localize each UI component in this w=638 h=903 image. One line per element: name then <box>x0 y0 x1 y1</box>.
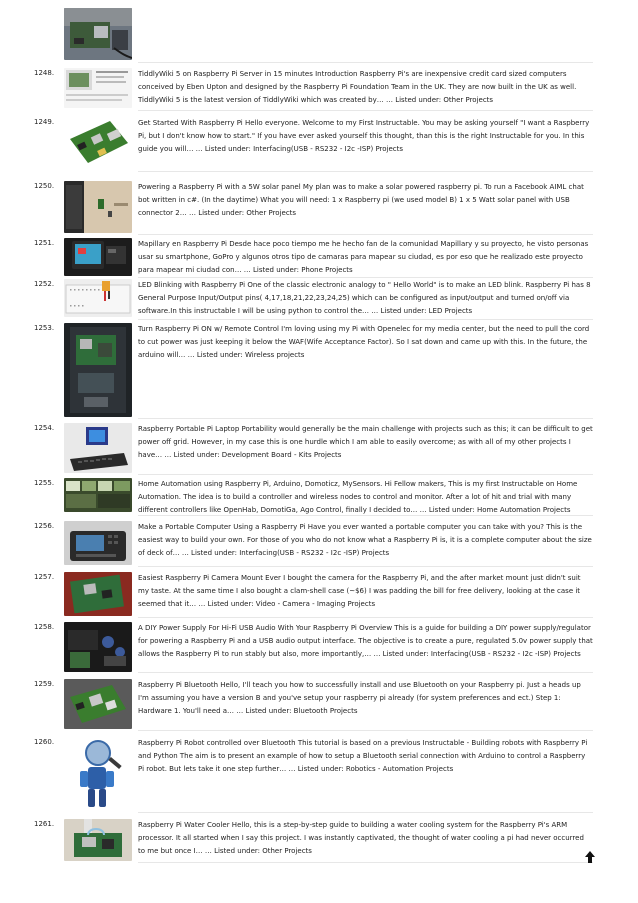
item-number: 1249. <box>34 118 55 126</box>
item-description[interactable]: Home Automation using Raspberry Pi, Arduino, Domoticz, MySensors. Hi Fellow makers, This is my first Instructable on Home Automation. The idea is to build a controller and wireless nodes to control and monitor. After a lot of hit and trial with many different controllers like OpenHab, DomotiGa, Ago Control, finally I decided to… … Listed under: Home Automation Projects <box>138 480 578 515</box>
project-thumbnail[interactable] <box>64 238 132 276</box>
item-description[interactable]: Powering a Raspberry Pi with a 5W solar panel My plan was to make a solar powered raspberry pi. To run a Facebook AIML chat bot written in c#. (In the daytime) What you will need: 1 x Raspberry pi (we used model B) 1 x 5 Watt solar panel with USB connector 2… … Listed under: Other Projects <box>138 183 584 218</box>
item-description[interactable]: Easiest Raspberry Pi Camera Mount Ever I bought the camera for the Raspberry Pi, and the after market mount just didn't suit my taste. At the same time I also bought a clam-shell case (~$6) I was padding the bill for free delivery, looking at the case it seemed that it… … Listed under: Video - Camera - Imaging Projects <box>138 574 581 609</box>
item-number: 1257. <box>34 573 55 581</box>
project-thumbnail[interactable] <box>64 679 132 729</box>
project-thumbnail[interactable] <box>64 181 132 233</box>
project-thumbnail[interactable] <box>64 8 132 60</box>
item-number: 1254. <box>34 424 55 432</box>
item-description[interactable]: Raspberry Pi Robot controlled over Bluetooth This tutorial is based on a previous Instructable - Building robots with Raspberry Pi and Python The aim is to present an example of how to setup a Bluetooth serial connection with Arduino to control a Raspberry Pi robot. But lets take it one step further… … Listed under: Robotics - Automation Projects <box>138 739 588 774</box>
item-description[interactable]: Make a Portable Computer Using a Raspberry Pi Have you ever wanted a portable computer you can take with you? This is the easiest way to build your own. For those of you who do not know what a Raspberry Pi is, it is a complete computer about the size of deck of… … Listed under: Interfacing(USB - RS232 - I2c -ISP) Projects <box>138 523 592 558</box>
project-thumbnail[interactable] <box>64 323 132 417</box>
item-description[interactable]: Raspberry Pi Water Cooler Hello, this is a step-by-step guide to building a water cooling system for the Raspberry Pi's ARM processor. It all started when I say this project. I was instantly captivated, the thought of water cooling a pi had never occurred to me but once I… … Listed under: Other Projects <box>138 821 584 856</box>
item-number: 1256. <box>34 522 55 530</box>
item-number: 1248. <box>34 69 55 77</box>
item-number: 1252. <box>34 280 55 288</box>
item-description[interactable]: Get Started With Raspberry Pi Hello everyone. Welcome to my First Instructable. You may be asking yourself "I want a Raspberry Pi, but I don't know how to start." If you have ever asked yourself this thought, than this is the right Instructable for you. In this guide you will… … Listed under: Interfacing(USB - RS232 - I2c -ISP) Projects <box>138 119 590 154</box>
item-description[interactable]: Raspberry Portable Pi Laptop Portability would generally be the main challenge with projects such as this; it can be difficult to get power off grid. However, in my case this is one hurdle which I am able to easily overcome; as with all of my other projects I have… … Listed under: Development Board - Kits Projects <box>138 425 593 460</box>
item-number: 1258. <box>34 623 55 631</box>
arrow-up-icon[interactable] <box>585 848 595 860</box>
project-thumbnail[interactable] <box>64 521 132 565</box>
project-thumbnail[interactable] <box>64 819 132 861</box>
project-thumbnail[interactable] <box>64 423 132 473</box>
item-description[interactable]: Mapillary en Raspberry Pi Desde hace poco tiempo me he hecho fan de la comunidad Mapillary y su proyecto, he visto personas usar su smartphone, GoPro y algunos otros tipo de camaras para mapear su ciudad, es por eso que he realizado este proyecto para mapear mi ciudad con… … Listed under: Phone Projects <box>138 240 589 275</box>
item-number: 1250. <box>34 182 55 190</box>
project-thumbnail[interactable] <box>64 478 132 512</box>
item-number: 1251. <box>34 239 55 247</box>
project-thumbnail[interactable] <box>64 68 132 108</box>
project-thumbnail[interactable] <box>64 572 132 616</box>
item-number: 1259. <box>34 680 55 688</box>
item-description[interactable]: A DIY Power Supply For Hi-Fi USB Audio With Your Raspberry Pi Overview This is a guide for building a DIY power supply/regulator for powering a Raspberry Pi and a USB audio output interface. The objective is to create a pure, regulated 5.0v power supply that allows the Raspberry Pi to run stably but also, more importantly,… … Listed under: Interfacing(USB - RS232 - I2c -ISP) Projects <box>138 624 593 659</box>
project-thumbnail[interactable] <box>64 737 132 811</box>
item-description[interactable]: TiddlyWiki 5 on Raspberry Pi Server in 15 minutes Introduction Raspberry Pi's are inexpensive credit card sized computers conceived by Eben Upton and designed by the Raspberry Pi Foundation Team in the UK. They are now built in the UK as well. TiddlyWiki 5 is the latest version of TiddlyWiki which was created by… … Listed under: Other Projects <box>138 70 577 105</box>
item-description[interactable]: Raspberry Pi Bluetooth Hello, I'll teach you how to successfully install and use Bluetooth on your Raspberry pi. Just a heads up I'm assuming you have a version B and you've setup your raspberry pi already (for system preferences and ect.) Step 1: Hardware 1. You'll need a… … Listed under: Bluetooth Projects <box>138 681 581 716</box>
item-description[interactable]: Turn Raspberry Pi ON w/ Remote Control I'm loving using my Pi with Openelec for my media center, but the need to pull the cord to cut power was just keeping it below the WAF(Wife Acceptance Factor). So I sat down and came up with this. In the future, the arduino will… … Listed under: Wireless projects <box>138 325 590 360</box>
item-number: 1260. <box>34 738 55 746</box>
project-thumbnail[interactable] <box>64 117 132 167</box>
item-description[interactable]: LED Blinking with Raspberry Pi One of the classic electronic analogy to " Hello World" is to make an LED blink. Raspberry Pi has 8 General Purpose Input/Output pins( 4,17,18,21,22,23,24,25) which can be configured as input/output and turned on/off via software.In this instructable I will be using python to control the… … Listed under: LED Projects <box>138 281 591 316</box>
project-thumbnail[interactable] <box>64 622 132 672</box>
item-number: 1253. <box>34 324 55 332</box>
project-thumbnail[interactable] <box>64 279 132 317</box>
item-number: 1261. <box>34 820 55 828</box>
item-number: 1255. <box>34 479 55 487</box>
